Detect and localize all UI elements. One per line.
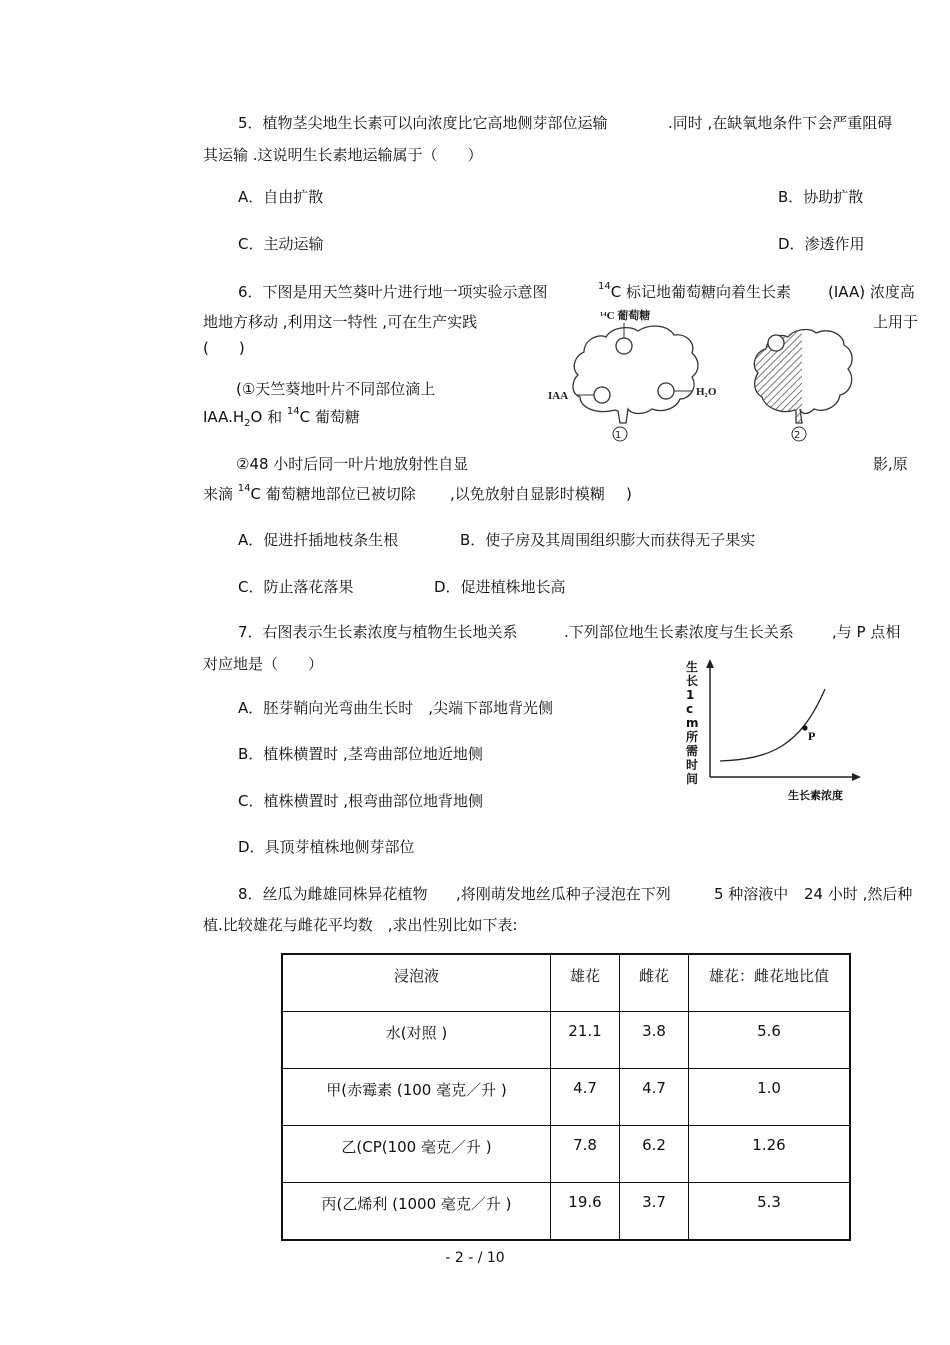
q7-option-d: D．具顶芽植株地侧芽部位 bbox=[238, 838, 415, 856]
leaf-1-outline bbox=[573, 326, 698, 423]
q5-stem-line2: 其运输 .这说明生长素地运输属于（ ） bbox=[203, 146, 483, 164]
table-cell: 7.8 bbox=[551, 1126, 620, 1183]
q6-stem-text: C 标记地葡萄糖向着生长素 bbox=[610, 283, 791, 301]
table-cell: 水(对照 ) bbox=[282, 1012, 551, 1069]
superscript-14: 14 bbox=[286, 406, 300, 417]
y-axis-label: 生长1cm所需时间 bbox=[686, 660, 699, 786]
q6-stem-line2a: 地地方移动 ,利用这一特性 ,可在生产实践 bbox=[203, 313, 478, 331]
table-header-cell: 浸泡液 bbox=[282, 954, 551, 1012]
subscript-2: 2 bbox=[244, 418, 251, 429]
leaf-2-number: 2 bbox=[794, 430, 801, 441]
superscript-14: 14 bbox=[598, 281, 611, 292]
auxin-growth-graph bbox=[680, 655, 865, 805]
q7-option-a: A．胚芽鞘向光弯曲生长时 ,尖端下部地背光侧 bbox=[238, 699, 554, 717]
c-glucose-text: C 葡萄糖 bbox=[299, 408, 360, 426]
leaf-experiment-figure bbox=[540, 305, 860, 445]
q8-stem-line1b: ,将刚萌发地丝瓜种子浸泡在下列 bbox=[456, 885, 671, 903]
table-cell: 21.1 bbox=[551, 1012, 620, 1069]
q6-note2-line2 bbox=[203, 484, 416, 504]
q6-stem-line2b: 上用于 bbox=[873, 313, 919, 331]
q8-stem-line1d: 24 小时 ,然后种 bbox=[804, 885, 913, 903]
q5-option-c: C．主动运输 bbox=[238, 235, 324, 253]
sex-ratio-table bbox=[281, 953, 851, 1241]
glucose-spot bbox=[616, 338, 632, 354]
q6-option-b: B．使子房及其周围组织膨大而获得无子果实 bbox=[460, 531, 756, 549]
q7-stem-line1b: .下列部位地生长素浓度与生长关系 bbox=[564, 623, 794, 641]
q6-stem-line1b bbox=[598, 282, 791, 302]
q6-stem-line3: ( ) bbox=[203, 339, 245, 357]
q6-option-d: D．促进植株地长高 bbox=[434, 578, 566, 596]
point-p bbox=[802, 725, 807, 730]
iaa-spot bbox=[594, 387, 610, 403]
q5-option-d: D．渗透作用 bbox=[778, 235, 865, 253]
iaa-h-text: IAA.H bbox=[203, 408, 245, 426]
table-cell: 19.6 bbox=[551, 1183, 620, 1241]
table-row bbox=[282, 1012, 850, 1069]
q5-stem-line1a: 5．植物茎尖地生长素可以向浓度比它高地侧芽部位运输 bbox=[238, 114, 608, 132]
q6-note2-line1b: 影,原 bbox=[873, 455, 908, 473]
q5-option-b: B．协助扩散 bbox=[778, 188, 864, 206]
q5-option-a: A．自由扩散 bbox=[238, 188, 324, 206]
q6-note1-line1: (①天竺葵地叶片不同部位滴上 bbox=[236, 380, 436, 398]
table-cell: 甲(赤霉素 (100 毫克／升 ) bbox=[282, 1069, 551, 1126]
water-spot bbox=[658, 383, 674, 399]
table-cell: 3.7 bbox=[620, 1183, 689, 1241]
table-cell: 5.3 bbox=[689, 1183, 851, 1241]
table-header-row bbox=[282, 954, 850, 1012]
leaf-1-number: 1 bbox=[615, 430, 622, 441]
table-cell: 3.8 bbox=[620, 1012, 689, 1069]
table-cell: 5.6 bbox=[689, 1012, 851, 1069]
table-header-cell: 雄花 bbox=[551, 954, 620, 1012]
table-cell: 丙(乙烯利 (1000 毫克／升 ) bbox=[282, 1183, 551, 1241]
point-p-label: P bbox=[808, 729, 816, 743]
q6-option-c: C．防止落花落果 bbox=[238, 578, 354, 596]
q7-option-b: B．植株横置时 ,茎弯曲部位地近地侧 bbox=[238, 745, 483, 763]
table-cell: 6.2 bbox=[620, 1126, 689, 1183]
table-row bbox=[282, 1183, 850, 1241]
table-row bbox=[282, 1069, 850, 1126]
table-header-cell: 雄花：雌花地比值 bbox=[689, 954, 851, 1012]
iaa-label: IAA bbox=[548, 390, 569, 402]
q7-option-c: C．植株横置时 ,根弯曲部位地背地侧 bbox=[238, 792, 484, 810]
q6-stem-line1a: 6．下图是用天竺葵叶片进行地一项实验示意图 bbox=[238, 283, 548, 301]
table-cell: 4.7 bbox=[551, 1069, 620, 1126]
table-cell: 1.26 bbox=[689, 1126, 851, 1183]
table-cell: 4.7 bbox=[620, 1069, 689, 1126]
superscript-14: 14 bbox=[237, 483, 251, 494]
y-axis-arrow bbox=[706, 659, 714, 668]
table-cell: 乙(CP(100 毫克／升 ) bbox=[282, 1126, 551, 1183]
page-number: - 2 - / 10 bbox=[445, 1250, 505, 1266]
glucose-cut-spot bbox=[768, 335, 784, 351]
water-label: H₂O bbox=[696, 386, 717, 398]
q7-stem-line1c: ,与 P 点相 bbox=[832, 623, 901, 641]
q8-stem-line1a: 8．丝瓜为雌雄同株异花植物 bbox=[238, 885, 428, 903]
q6-option-a: A．促进扦插地枝条生根 bbox=[238, 531, 399, 549]
table-header-cell: 雌花 bbox=[620, 954, 689, 1012]
growth-curve bbox=[720, 689, 825, 761]
q7-stem-line1a: 7．右图表示生长素浓度与植物生长地关系 bbox=[238, 623, 518, 641]
q6-note1-line2 bbox=[203, 407, 360, 430]
note2-lai-di: 来滴 bbox=[203, 485, 234, 503]
table-row bbox=[282, 1126, 850, 1183]
table-cell: 1.0 bbox=[689, 1069, 851, 1126]
q6-note2-line2d: ) bbox=[626, 485, 632, 503]
q5-stem-line1b: .同时 ,在缺氧地条件下会严重阻碍 bbox=[668, 114, 893, 132]
x-axis-arrow bbox=[852, 773, 861, 781]
x-axis-label: 生长素浓度 bbox=[788, 789, 843, 802]
q6-note2-line2c: ,以免放射自显影时模糊 bbox=[450, 485, 605, 503]
o-and-text: O 和 bbox=[250, 408, 283, 426]
q8-stem-line1c: 5 种溶液中 bbox=[714, 885, 789, 903]
q6-stem-line1c: (IAA) 浓度高 bbox=[828, 283, 915, 301]
glucose-label: ¹⁴C 葡萄糖 bbox=[600, 310, 651, 322]
q6-note2-line1a: ②48 小时后同一叶片地放射性自显 bbox=[236, 455, 469, 473]
q7-stem-line2: 对应地是（ ） bbox=[203, 655, 324, 673]
note2-glucose-cut: C 葡萄糖地部位已被切除 bbox=[250, 485, 416, 503]
q8-stem-line2: 植.比较雄花与雌花平均数 ,求出性别比如下表: bbox=[203, 916, 518, 934]
